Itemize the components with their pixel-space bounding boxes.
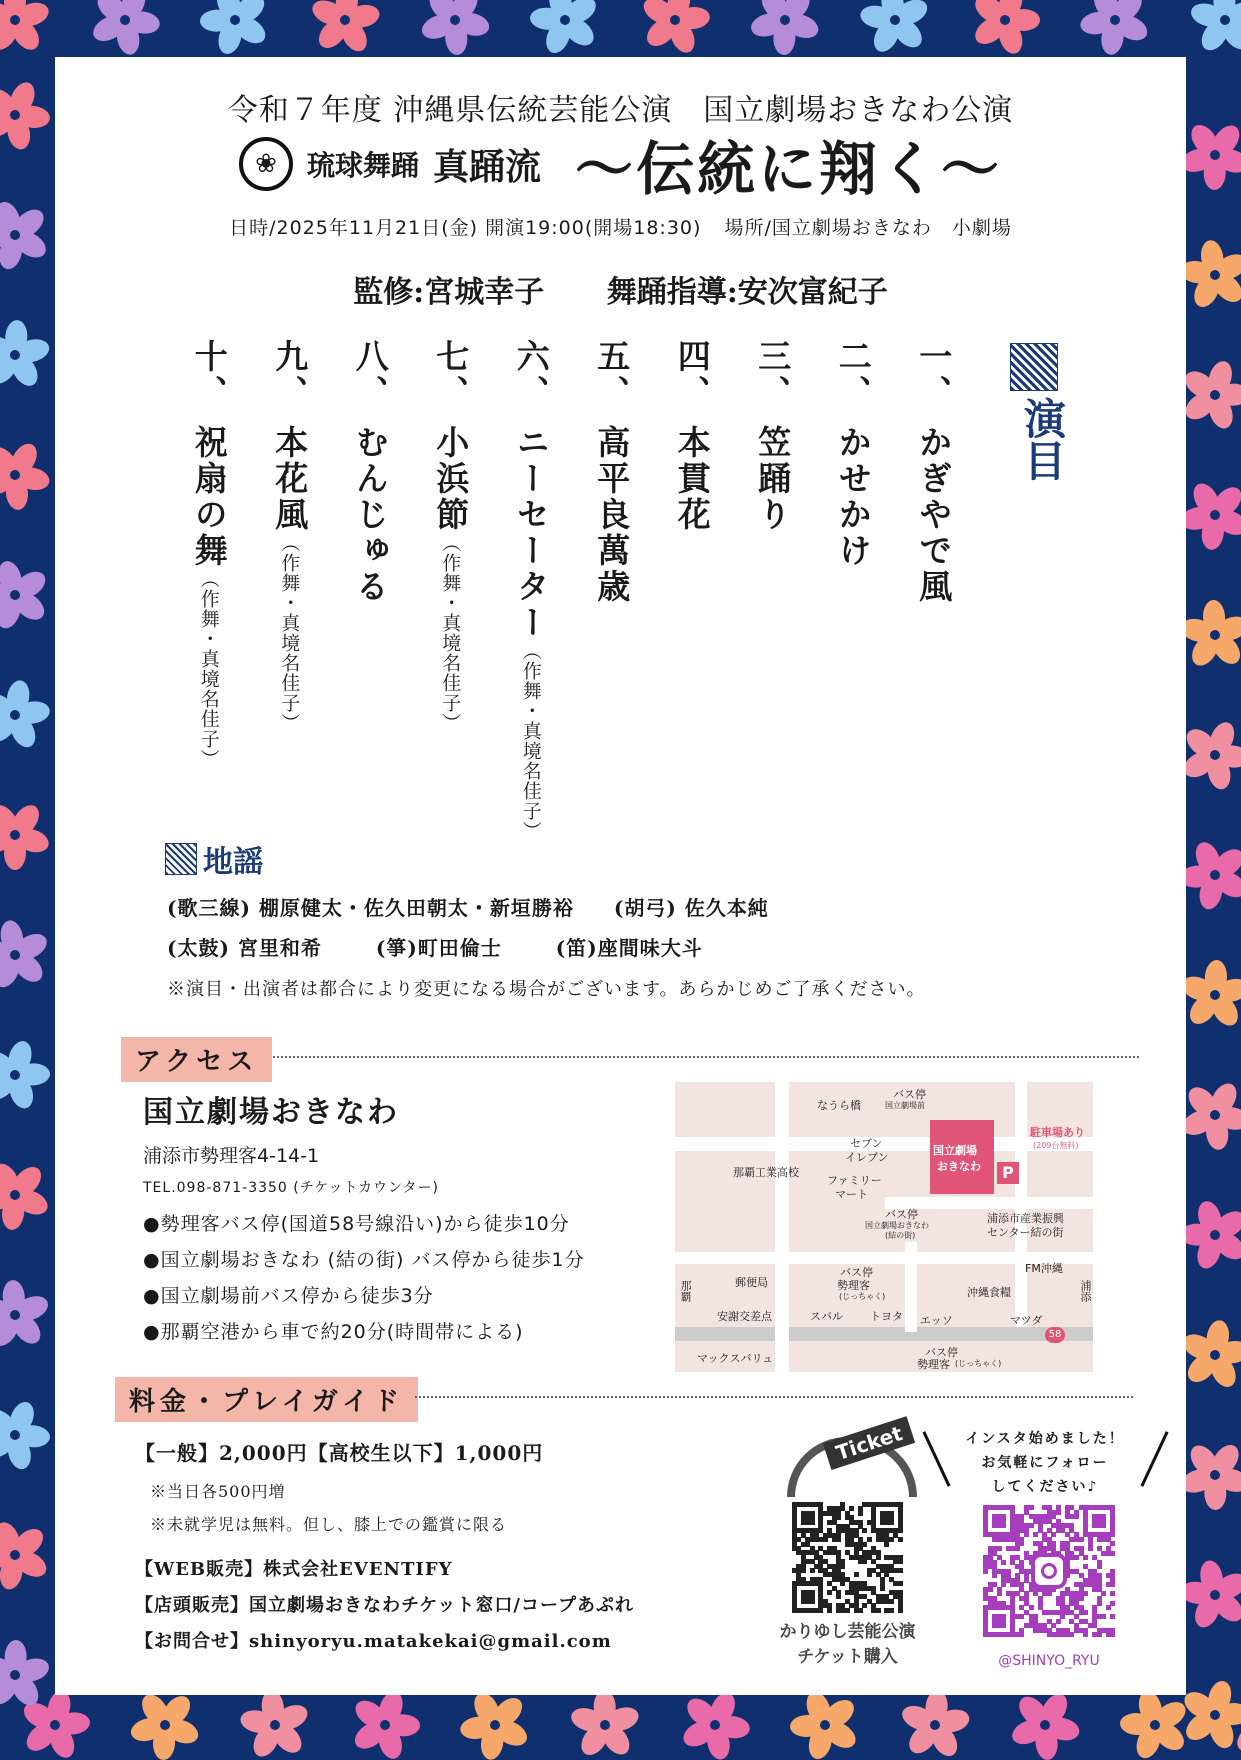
map-label: 那覇工業高校 [733,1166,799,1179]
event-place: 場所/国立劇場おきなわ 小劇場 [724,217,1012,239]
map-label: 浦添市産業振興 [987,1212,1064,1225]
bellflower-icon [0,1280,50,1350]
route-item: ●那覇空港から車で約20分(時間帯による) [143,1321,524,1343]
program-item [914,339,954,605]
performers-line-1 [167,892,801,921]
map-label: バス停 [925,1346,958,1359]
map-label: 駐車場あり [1030,1126,1085,1139]
program-item-number: 九、 [270,339,310,411]
bellflower-icon [0,1040,50,1110]
program-item-number: 二、 [833,339,873,411]
program-item-number: 三、 [753,339,793,411]
bellflower-icon [310,0,380,55]
title-row [55,129,1186,203]
access-map [675,1082,1093,1372]
bellflower-icon [0,1520,50,1590]
bellflower-icon [530,0,600,55]
bellflower-icon [0,80,50,150]
program-item [513,339,549,841]
instagram-icon [1031,1553,1067,1589]
bellflower-icon [0,1640,50,1710]
map-label: 浦添 [1079,1280,1092,1302]
contact: 【お問合せ】shinyoryu.matakekai@gmail.com [135,1631,612,1652]
program-item [674,339,710,533]
program-item-number: 五、 [592,339,632,411]
bellflower-icon [420,0,490,55]
venue-tel: TEL.098-871-3350 (チケットカウンター) [143,1180,439,1196]
bellflower-icon [790,1690,860,1760]
bellflower-icon [240,1690,310,1760]
map-label: スバル [810,1310,843,1323]
bellflower-icon [0,320,50,390]
map-label: マート [835,1188,868,1201]
bellflower-icon [1180,480,1241,550]
genre-label: 琉球舞踊 [306,149,419,182]
program-item-note: （作舞・真境名佳子） [439,533,462,733]
store-sales: 【店頭販売】国立劇場おきなわチケット窓口/コープあぷれ [135,1595,635,1616]
bellflower-icon [0,920,50,990]
bellflower-icon [460,1690,530,1760]
bellflower-icon [1180,960,1241,1030]
program-item-note: （作舞・真境名佳子） [197,569,220,769]
bellflower-icon [1180,600,1241,670]
jiutai-heading-label: 地謡 [203,845,263,880]
date-place-line [55,213,1186,240]
program-item-title: かせかけ [833,425,873,569]
event-subtitle: 令和７年度 沖縄県伝統芸能公演 国立劇場おきなわ公演 [227,93,1014,128]
program-item-title: 本花風 [270,425,310,533]
program-item-title: 本貫花 [672,425,712,533]
program-item [592,339,632,605]
program-item [352,339,388,605]
map-label: マツダ [1010,1314,1043,1327]
map-label: センター結の街 [987,1226,1064,1239]
bellflower-icon [130,1690,200,1760]
performer-group: (歌三線) 棚原健太・佐久田朝太・新垣勝裕 [167,896,574,920]
program-item-title: かぎやで風 [914,425,954,605]
map-label: バス停 [893,1088,926,1101]
bellflower-icon [1180,720,1241,790]
bellflower-icon [1080,0,1150,55]
bellflower-icon [90,0,160,55]
map-label: (209台無料) [1033,1141,1079,1150]
bellflower-icon [1180,1560,1241,1630]
program-heading-label: 演目 [1018,397,1067,481]
bellflower-icon [1180,840,1241,910]
map-label: バス停 [885,1208,918,1221]
ticket-qr-code[interactable] [792,1502,902,1612]
map-label: なうら橋 [817,1099,861,1112]
main-title: 〜伝統に翔く〜 [575,135,1003,203]
map-label: 那覇 [679,1280,692,1302]
map-label: 国立劇場 [933,1144,977,1157]
bellflower-icon [0,200,50,270]
price-note: ※未就学児は無料。但し、膝上での鑑賞に限る [150,1515,508,1534]
ticket-label-line: かりゆし芸能公演 [779,1622,916,1642]
map-label: FM沖縄 [1025,1262,1063,1275]
insta-message-line: お気軽にフォロー [981,1455,1109,1471]
bellflower-icon [1180,1680,1241,1750]
bellflower-icon [900,1690,970,1760]
map-label: (結の街) [885,1231,916,1240]
insta-message [945,1427,1145,1499]
bellflower-icon [680,1690,750,1760]
program-item-title: 小浜節 [431,425,471,533]
bellflower-icon [1190,0,1241,55]
program-item-note: （作舞・真境名佳子） [278,533,301,733]
instagram-handle[interactable]: @SHINYO_RYU [998,1653,1100,1669]
flyer-page [55,57,1186,1695]
map-label: バス停 [840,1266,873,1279]
program-item [191,339,227,769]
bellflower-icon [1180,360,1241,430]
program-item [270,339,310,733]
map-label: 沖縄食糧 [967,1286,1011,1299]
bellflower-icon [970,0,1040,55]
web-sales: 【WEB販売】株式会社EVENTIFY [135,1559,453,1580]
road [905,1242,917,1332]
bellflower-icon [640,0,710,55]
venue-name: 国立劇場おきなわ [143,1095,399,1130]
ticket-badge: Ticket [823,1416,916,1470]
bellflower-icon [1180,240,1241,310]
map-label: セブン [850,1137,883,1150]
staff-line [55,267,1186,311]
map-label: (じっちゃく) [839,1292,886,1301]
program-item-number: 七、 [431,339,471,411]
bellflower-icon [0,800,50,870]
jiutai-heading [165,837,263,881]
performer-group: (太鼓) 宮里和希 [167,936,322,960]
map-label: (じっちゃく) [955,1359,1002,1368]
program-item-note: （作舞・真境名佳子） [519,641,542,841]
insta-message-line: してください♪ [991,1479,1099,1495]
bellflower-icon [0,680,50,750]
divider [273,1056,1139,1058]
program-heading [1010,343,1132,481]
insta-message-line: インスタ始めました！ [965,1431,1125,1447]
bellflower-icon [750,0,820,55]
bellflower-icon [1180,120,1241,190]
bellflower-icon [1180,1080,1241,1150]
program-item-number: 六、 [511,339,551,411]
program-item-number: 四、 [672,339,712,411]
program-item-title: 高平良萬歳 [592,425,632,605]
program-item-number: 八、 [350,339,390,411]
map-label: マックスバリュ [697,1352,774,1365]
venue-address: 浦添市勢理客4-14-1 [143,1145,320,1167]
program-item-title: ニーセーター [511,425,551,641]
bellflower-icon [860,0,930,55]
map-label: 国立劇場おきなわ [865,1221,929,1230]
bellflower-icon [200,0,270,55]
bellflower-icon [570,1690,640,1760]
ticket-label-line: チケット購入 [797,1647,898,1667]
bellflower-icon [0,1160,50,1230]
route58-badge: 58 [1045,1327,1065,1343]
bellflower-icon [350,1690,420,1760]
program-item [835,339,871,569]
change-notice: ※演目・出演者は都合により変更になる場合がございます。あらかじめご了承ください。 [167,979,926,1000]
map-label: エッソ [920,1314,953,1327]
divider [415,1396,1133,1398]
parking-icon: P [997,1162,1019,1184]
price-note: ※当日各500円増 [150,1482,286,1501]
route58-road [675,1327,1093,1341]
bellflower-icon [0,560,50,630]
bellflower-icon [1010,1690,1080,1760]
map-label: 郵便局 [735,1276,768,1289]
program-item-number: 一、 [914,339,954,411]
program-item-title: 笠踊り [753,425,793,533]
performer-group: (笛)座間味大斗 [555,936,703,960]
bellflower-icon [0,1400,50,1470]
hatch-mark-icon [1010,343,1058,391]
instructor: 舞踊指導:安次富紀子 [606,275,888,310]
route-item: ●勢理客バス停(国道58号線沿い)から徒歩10分 [143,1213,570,1235]
program-item-title: 祝扇の舞 [189,425,229,569]
map-label: ファミリー [827,1174,882,1187]
map-label: 勢理客 [837,1279,870,1292]
performer-group: (胡弓) 佐久本純 [613,896,769,920]
school-name: 真踊流 [432,145,541,188]
map-label: トヨタ [870,1310,903,1323]
price-main: 【一般】2,000円【高校生以下】1,000円 [135,1441,544,1465]
performers-line-2 [167,932,735,961]
bellflower-icon [1180,1320,1241,1390]
ticket-label [770,1617,925,1667]
bellflower-icon [1180,1440,1241,1510]
bellflower-icon [0,0,50,55]
road [775,1082,789,1372]
map-label: イレブン [845,1151,889,1164]
map-label: 安謝交差点 [717,1310,772,1323]
program-item [753,339,793,533]
program-item-number: 十、 [189,339,229,411]
route-item: ●国立劇場おきなわ (結の街) バス停から徒歩1分 [143,1249,585,1271]
route-item: ●国立劇場前バス停から徒歩3分 [143,1285,434,1307]
map-label: 国立劇場前 [885,1101,925,1110]
map-label: おきなわ [937,1160,981,1173]
bellflower-icon [1180,1200,1241,1270]
performer-group: (箏)町田倫士 [375,936,502,960]
price-tab: 料金・プレイガイド [115,1377,418,1422]
map-label: 勢理客 [917,1358,950,1371]
access-tab: アクセス [121,1037,272,1082]
program-item [431,339,471,733]
program-item-title: むんじゅる [350,425,390,605]
event-datetime: 日時/2025年11月21日(金) 開演19:00(開場18:30) [229,217,702,239]
family-crest-icon: ❀ [239,137,293,191]
bellflower-icon [0,440,50,510]
hatch-mark-icon [165,843,197,875]
supervisor: 監修:宮城幸子 [353,275,545,310]
